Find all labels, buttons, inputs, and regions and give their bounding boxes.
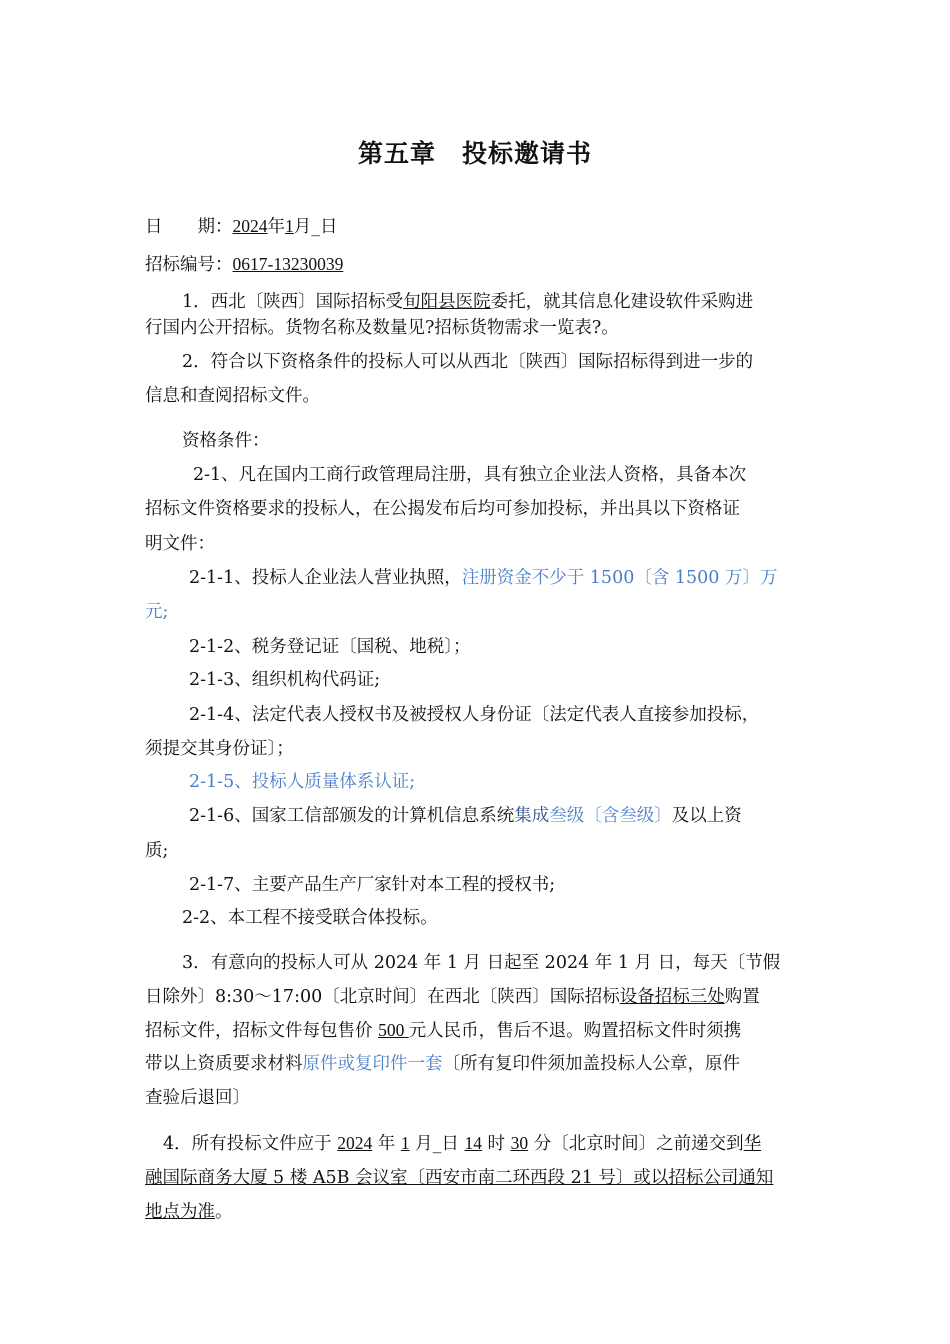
qual-2-2: 2-2、本工程不接受联合体投标。 <box>182 908 438 928</box>
qual-2-1-6-line1: 2-1-6、国家工信部颁发的计算机信息系统集成叁级〔含叁级〕及以上资 <box>189 806 742 826</box>
p3-line3: 招标文件，招标文件每包售价 500 元人民币，售后不退。购置招标文件时须携 <box>145 1020 742 1041</box>
client-name: 旬阳县医院 <box>403 292 491 312</box>
p1-line1: 1．西北〔陕西〕国际招标受旬阳县医院委托，就其信息化建设软件采购进 <box>182 292 754 312</box>
level-requirement: 叁级〔含叁级〕 <box>549 806 672 826</box>
p3-line4: 带以上资质要求材料原件或复印件一套〔所有复印件须加盖投标人公章，原件 <box>145 1054 740 1074</box>
chapter-label: 第五章 <box>357 139 436 168</box>
originals-or-copies: 原件或复印件一套 <box>302 1054 443 1074</box>
qual-2-1-line2: 招标文件资格要求的投标人，在公揭发布后均可参加投标，并出具以下资格证 <box>145 499 740 519</box>
date-line: 日 期：2024年1月_日 <box>145 216 338 237</box>
p3-line1: 3．有意向的投标人可从 2024 年 1 月 日起至 2024 年 1 月 日，每天〔节假 <box>182 953 781 973</box>
document-price: 500 <box>378 1020 409 1040</box>
qual-2-1-3: 2-1-3、组织机构代码证; <box>189 670 381 690</box>
qual-2-1-1-line1: 2-1-1、投标人企业法人营业执照，注册资金不少于 1500〔含 1500 万〕万 <box>189 568 778 588</box>
qual-2-1-2: 2-1-2、税务登记证〔国税、地税〕； <box>189 637 471 657</box>
p2-line2: 信息和查阅招标文件。 <box>145 386 320 406</box>
qual-heading: 资格条件： <box>182 431 270 451</box>
qual-2-1-7: 2-1-7、主要产品生产厂家针对本工程的授权书; <box>189 875 556 895</box>
sales-office: 设备招标三处 <box>619 987 725 1007</box>
date-year: 2024 <box>232 216 268 236</box>
qual-2-1-line1: 2-1、凡在国内工商行政管理局注册，具有独立企业法人资格，具备本次 <box>193 465 747 485</box>
date-label: 日 期： <box>145 217 233 237</box>
qual-2-1-6-line2: 质; <box>145 841 169 861</box>
qual-2-1-5: 2-1-5、投标人质量体系认证; <box>189 772 416 792</box>
submission-location: 地点为准 <box>145 1202 215 1222</box>
capital-requirement: 注册资金不少于 1500〔含 1500 万〕万 <box>461 568 778 588</box>
chapter-title: 投标邀请书 <box>462 139 593 168</box>
qual-2-1-1-line2: 元; <box>145 602 169 622</box>
p3-line2: 日除外〕8:30～17:00〔北京时间〕在西北〔陕西〕国际招标设备招标三处购置 <box>145 987 760 1007</box>
p2-line1: 2．符合以下资格条件的投标人可以从西北〔陕西〕国际招标得到进一步的 <box>182 352 754 372</box>
p4-line3: 地点为准。 <box>145 1202 233 1222</box>
bid-number-label: 招标编号： <box>145 255 233 275</box>
bid-number-line <box>145 251 343 276</box>
bid-number-value: 0617-13230039 <box>232 254 344 274</box>
qual-2-1-4-line2: 须提交其身份证〕； <box>145 739 294 759</box>
qual-2-1-line3: 明文件： <box>145 534 215 554</box>
p1-line2: 行国内公开招标。货物名称及数量见?招标货物需求一览表?。 <box>145 318 619 338</box>
qual-2-1-4-line1: 2-1-4、法定代表人授权书及被授权人身份证〔法定代表人直接参加投标， <box>189 705 760 725</box>
p4-line2: 融国际商务大厦 5 楼 A5B 会议室〔西安市南二环西段 21 号〕或以招标公司通知 <box>145 1168 774 1188</box>
p4-line1: 4．所有投标文件应于 2024 年 1 月_日 14 时 30 分〔北京时间〕之前递交到华 <box>163 1133 762 1154</box>
p3-line5: 查验后退回〕 <box>145 1088 250 1108</box>
date-month: 1 <box>285 216 294 236</box>
page-title <box>0 134 950 170</box>
